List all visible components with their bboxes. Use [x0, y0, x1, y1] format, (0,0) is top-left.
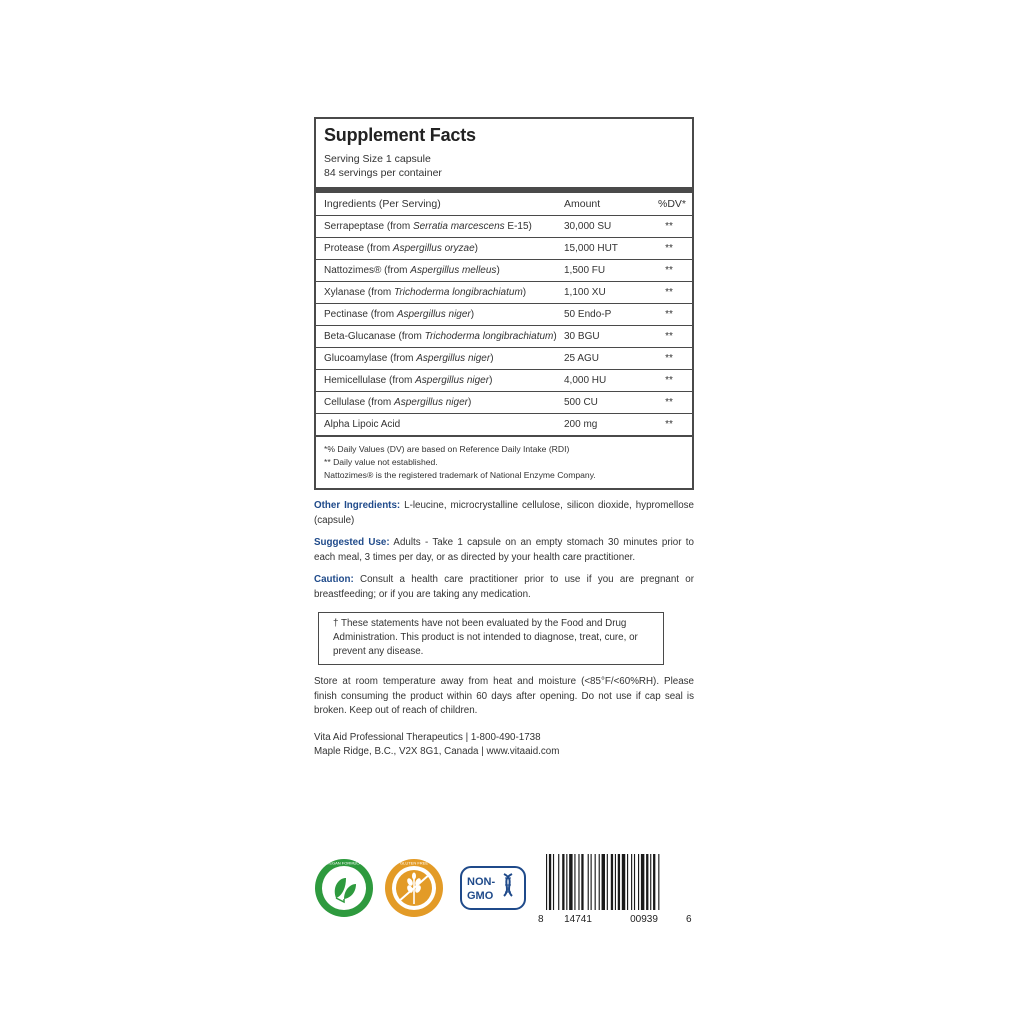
- facts-title: Supplement Facts: [324, 125, 476, 145]
- ingredient-name: [316, 326, 560, 348]
- barcode-bar: [558, 854, 559, 916]
- barcode-bar: [631, 854, 632, 916]
- barcode-bar: [553, 854, 554, 916]
- table-header-row: [316, 193, 692, 216]
- barcode-bar: [578, 854, 579, 916]
- barcode-bar: [611, 854, 613, 916]
- barcode-bar: [658, 854, 659, 916]
- table-row: [316, 282, 692, 304]
- suggested-use-text: Adults - Take 1 capsule on an empty stomach 30 minutes prior to each meal, 3 times per day, or as directed by your health care practitioner.: [314, 537, 694, 563]
- non-gmo-line-1: NON-: [467, 876, 496, 888]
- ingredient-label: Pectinase (from: [324, 309, 397, 320]
- vegan-badge-icon: [314, 858, 374, 918]
- ingredient-dv: **: [646, 304, 692, 326]
- ingredient-dv: **: [646, 326, 692, 348]
- barcode-bars: [546, 854, 659, 916]
- caution-text: Consult a health care practitioner prior to use if you are pregnant or breastfeeding; or if you are taking any medication.: [314, 574, 694, 600]
- ingredient-suffix: ): [522, 287, 527, 298]
- barcode-bar: [562, 854, 564, 916]
- barcode-digit-1: 8: [538, 914, 544, 925]
- ingredient-amount: 30 BGU: [560, 326, 646, 348]
- barcode-bar: [549, 854, 551, 916]
- ingredient-label: Beta-Glucanase (from: [324, 331, 425, 342]
- header-amount: Amount: [560, 193, 646, 216]
- ingredient-name: [316, 348, 560, 370]
- ingredient-source: Aspergillus niger: [396, 309, 471, 320]
- supplement-facts-panel: [314, 117, 694, 490]
- ingredient-name: [316, 392, 560, 414]
- ingredient-label: Protease (from: [324, 243, 393, 254]
- barcode-digits-3: 00939: [630, 914, 658, 925]
- barcode-bar: [607, 854, 608, 916]
- ingredient-name: [316, 370, 560, 392]
- ingredient-name: [316, 304, 560, 326]
- ingredient-suffix: ): [496, 265, 500, 276]
- company-line-1: Vita Aid Professional Therapeutics | 1-800-490-1738: [314, 731, 541, 743]
- ingredient-source: Serratia marcescens: [412, 221, 505, 232]
- ingredient-label: Alpha Lipoic Acid: [324, 419, 401, 430]
- non-gmo-line-2: GMO: [467, 890, 494, 902]
- barcode-bar: [646, 854, 648, 916]
- ingredient-dv: **: [646, 370, 692, 392]
- barcode-bar: [546, 854, 547, 916]
- ingredient-source: Trichoderma longibrachiatum: [394, 287, 523, 298]
- serving-size: Serving Size 1 capsule: [324, 153, 431, 165]
- non-gmo-badge-icon: [460, 866, 526, 910]
- suggested-use: [314, 536, 694, 565]
- barcode-bar: [591, 854, 592, 916]
- ingredient-suffix: E-15): [504, 221, 532, 232]
- barcode-bar: [638, 854, 639, 916]
- barcode-bar: [634, 854, 635, 916]
- barcode-bar: [602, 854, 605, 916]
- footnote: *% Daily Values (DV) are based on Reference Daily Intake (RDI): [324, 444, 570, 454]
- ingredient-suffix: ): [489, 375, 493, 386]
- ingredient-dv: **: [646, 260, 692, 282]
- servings-per-container: 84 servings per container: [324, 167, 442, 179]
- ingredient-dv: **: [646, 216, 692, 238]
- certification-badges: [314, 852, 694, 932]
- vegan-badge-text: VEGAN FORMULA: [326, 860, 362, 866]
- other-ingredients: [314, 499, 694, 528]
- barcode-bar: [653, 854, 655, 916]
- ingredients-table: [316, 193, 692, 437]
- ingredient-dv: **: [646, 282, 692, 304]
- barcode-digit-4: 6: [686, 914, 692, 925]
- facts-header: [316, 119, 692, 184]
- ingredient-label: Hemicellulase (from: [324, 375, 416, 386]
- footnote: Nattozimes® is the registered trademark of National Enzyme Company.: [324, 470, 596, 480]
- barcode-bar: [599, 854, 600, 916]
- ingredient-source: Aspergillus niger: [415, 375, 490, 386]
- other-ingredients-text: L-leucine, microcrystalline cellulose, silicon dioxide, hypromellose (capsule): [314, 500, 694, 526]
- ingredient-amount: 1,100 XU: [560, 282, 646, 304]
- other-ingredients-label: Other Ingredients:: [314, 500, 401, 511]
- table-row: [316, 348, 692, 370]
- facts-footnotes: [316, 437, 692, 488]
- header-ingredient: Ingredients (Per Serving): [316, 193, 560, 216]
- ingredient-name: [316, 216, 560, 238]
- ingredient-name: [316, 414, 560, 437]
- barcode-bar: [569, 854, 572, 916]
- ingredient-amount: 15,000 HUT: [560, 238, 646, 260]
- ingredient-name: [316, 282, 560, 304]
- ingredient-name: [316, 238, 560, 260]
- storage-instructions: Store at room temperature away from heat and moisture (<85°F/<60%RH). Please finish consuming the product within 60 days after opening. Do not use if cap seal is broken. Keep out of reach of children.: [314, 676, 694, 716]
- caution-label: Caution:: [314, 574, 354, 585]
- ingredient-label: Cellulase (from: [324, 397, 395, 408]
- fda-statement: † These statements have not been evaluated by the Food and Drug Administration. This product is not intended to diagnose, treat, cure, or prevent any disease.: [318, 612, 664, 665]
- ingredient-suffix: ): [553, 331, 557, 342]
- ingredient-amount: 500 CU: [560, 392, 646, 414]
- table-row: [316, 326, 692, 348]
- barcode-bar: [595, 854, 596, 916]
- table-row: [316, 238, 692, 260]
- table-row: [316, 216, 692, 238]
- barcode-bar: [588, 854, 589, 916]
- ingredient-amount: 50 Endo-P: [560, 304, 646, 326]
- ingredient-source: Aspergillus niger: [416, 353, 491, 364]
- ingredient-name: [316, 260, 560, 282]
- ingredient-dv: **: [646, 348, 692, 370]
- ingredient-label: Glucoamylase (from: [324, 353, 417, 364]
- ingredient-amount: 25 AGU: [560, 348, 646, 370]
- supplement-label: [314, 117, 694, 760]
- ingredient-amount: 30,000 SU: [560, 216, 646, 238]
- ingredient-source: Aspergillus melleus: [410, 265, 497, 276]
- gluten-free-badge-icon: [384, 858, 444, 918]
- barcode: [536, 852, 696, 926]
- table-row: [316, 370, 692, 392]
- barcode-digits-2: 14741: [564, 914, 592, 925]
- ingredient-source: Aspergillus niger: [394, 397, 468, 408]
- barcode-bar: [641, 854, 644, 916]
- ingredient-label: Nattozimes® (from: [324, 265, 411, 276]
- ingredient-suffix: ): [470, 309, 475, 320]
- ingredient-source: Trichoderma longibrachiatum: [424, 331, 554, 342]
- barcode-bar: [622, 854, 625, 916]
- barcode-bar: [618, 854, 620, 916]
- barcode-bar: [566, 854, 567, 916]
- barcode-bar: [650, 854, 651, 916]
- ingredient-suffix: ): [474, 243, 478, 254]
- ingredient-dv: **: [646, 414, 692, 437]
- suggested-use-label: Suggested Use:: [314, 537, 390, 548]
- ingredient-suffix: ): [490, 353, 494, 364]
- ingredient-dv: **: [646, 392, 692, 414]
- ingredient-amount: 200 mg: [560, 414, 646, 437]
- barcode-bar: [615, 854, 616, 916]
- serving-info: [324, 152, 684, 180]
- table-row: [316, 414, 692, 437]
- ingredient-source: Aspergillus oryzae: [392, 243, 475, 254]
- caution: [314, 573, 694, 602]
- gluten-badge-text: GLUTEN FREE: [399, 860, 429, 866]
- barcode-bar: [581, 854, 583, 916]
- table-row: [316, 260, 692, 282]
- company-line-2: Maple Ridge, B.C., V2X 8G1, Canada | www.vitaaid.com: [314, 746, 560, 757]
- ingredient-label: Xylanase (from: [324, 287, 395, 298]
- ingredient-suffix: ): [467, 397, 472, 408]
- ingredient-amount: 1,500 FU: [560, 260, 646, 282]
- ingredient-dv: **: [646, 238, 692, 260]
- barcode-bar: [574, 854, 575, 916]
- header-dv: %DV*: [646, 193, 692, 216]
- ingredient-label: Serrapeptase (from: [324, 221, 413, 232]
- barcode-bar: [627, 854, 628, 916]
- table-row: [316, 392, 692, 414]
- footnote: ** Daily value not established.: [324, 457, 438, 467]
- table-row: [316, 304, 692, 326]
- ingredient-amount: 4,000 HU: [560, 370, 646, 392]
- company-info: [314, 731, 694, 760]
